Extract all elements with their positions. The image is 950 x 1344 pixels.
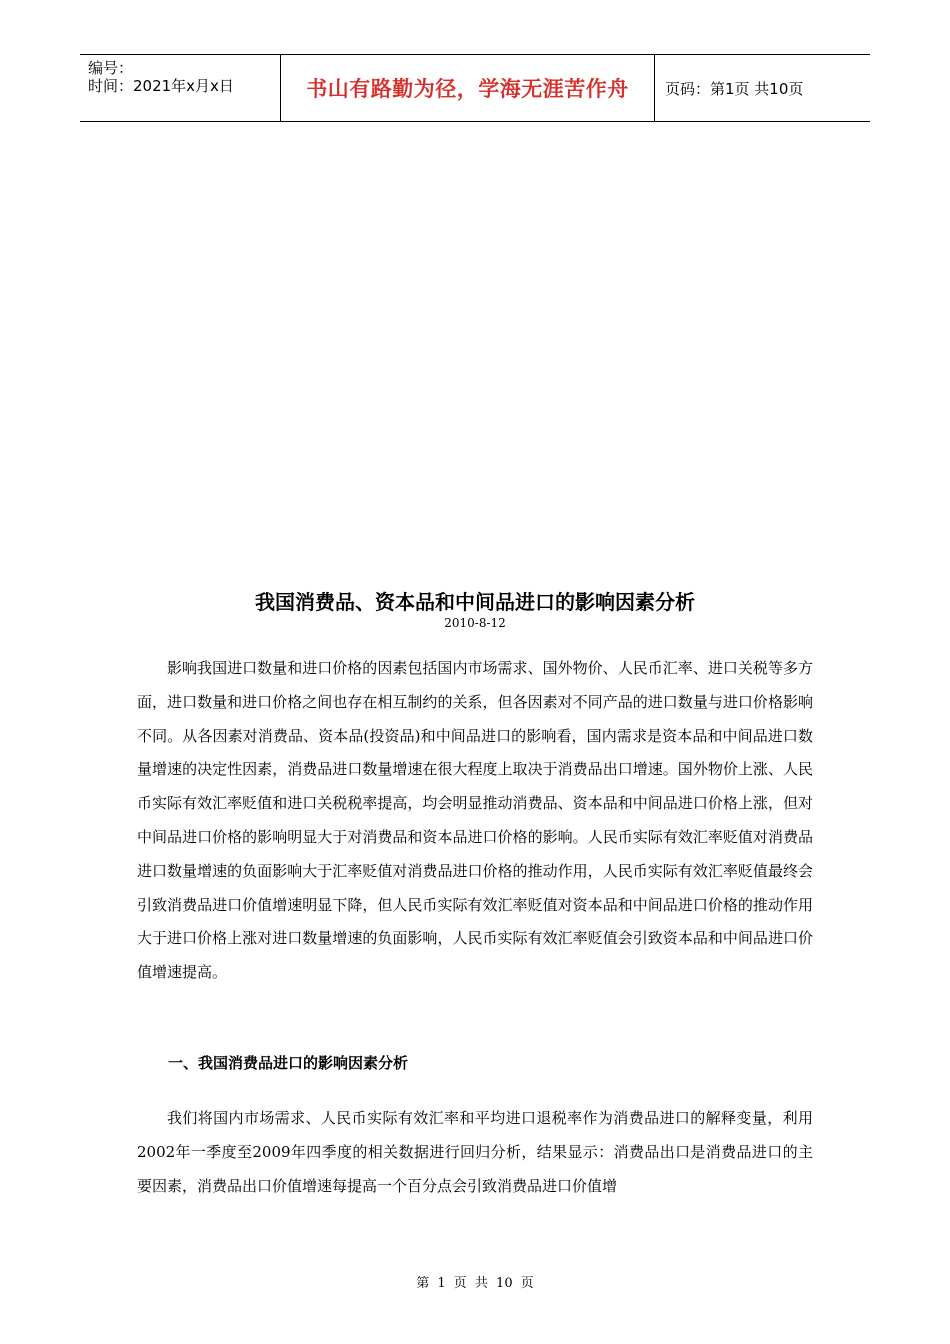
document-number-label: 编号： bbox=[88, 59, 134, 77]
section-heading: 一、我国消费品进口的影响因素分析 bbox=[168, 1054, 409, 1072]
document-header bbox=[80, 54, 870, 122]
document-title: 我国消费品、资本品和中间品进口的影响因素分析 bbox=[255, 590, 695, 614]
header-page-info: 页码：第1页 共10页 bbox=[665, 79, 804, 98]
body-paragraph: 影响我国进口数量和进口价格的因素包括国内市场需求、国外物价、人民币汇率、进口关税等多方面，进口数量和进口价格之间也存在相互制约的关系，但各因素对不同产品的进口数量与进口价格影响不同。从各因素对消费品、资本品(投资品)和中间品进口的影响看，国内需求是资本品和中间品进口数量增速的决定性因素，消费品进口数量增速在很大程度上取决于消费品出口增速。国外物价上涨、人民币实际有效汇率贬值和进口关税税率提高，均会明显推动消费品、资本品和中间品进口价格上涨，但对中间品进口价格的影响明显大于对消费品和资本品进口价格的影响。人民币实际有效汇率贬值对消费品进口数量增速的负面影响大于汇率贬值对消费品进口价格的推动作用，人民币实际有效汇率贬值最终会引致消费品进口价值增速明显下降，但人民币实际有效汇率贬值对资本品和中间品进口价格的推动作用大于进口价格上涨对进口数量增速的负面影响，人民币实际有效汇率贬值会引致资本品和中间品进口价值增速提高。 bbox=[137, 659, 813, 982]
document-date: 2010-8-12 bbox=[444, 616, 506, 630]
header-meta-cell bbox=[80, 55, 281, 121]
body-paragraph: 我们将国内市场需求、人民币实际有效汇率和平均进口退税率作为消费品进口的解释变量，利用2002年一季度至2009年四季度的相关数据进行回归分析，结果显示：消费品出口是消费品进口的主要因素，消费品出口价值增速每提高一个百分点会引致消费品进口价值增 bbox=[137, 1109, 813, 1195]
page-footer: 第 1 页 共 10 页 bbox=[416, 1276, 534, 1291]
document-time-label: 时间：2021年x月x日 bbox=[88, 77, 234, 95]
header-motto: 书山有路勤为径，学海无涯苦作舟 bbox=[281, 55, 655, 121]
